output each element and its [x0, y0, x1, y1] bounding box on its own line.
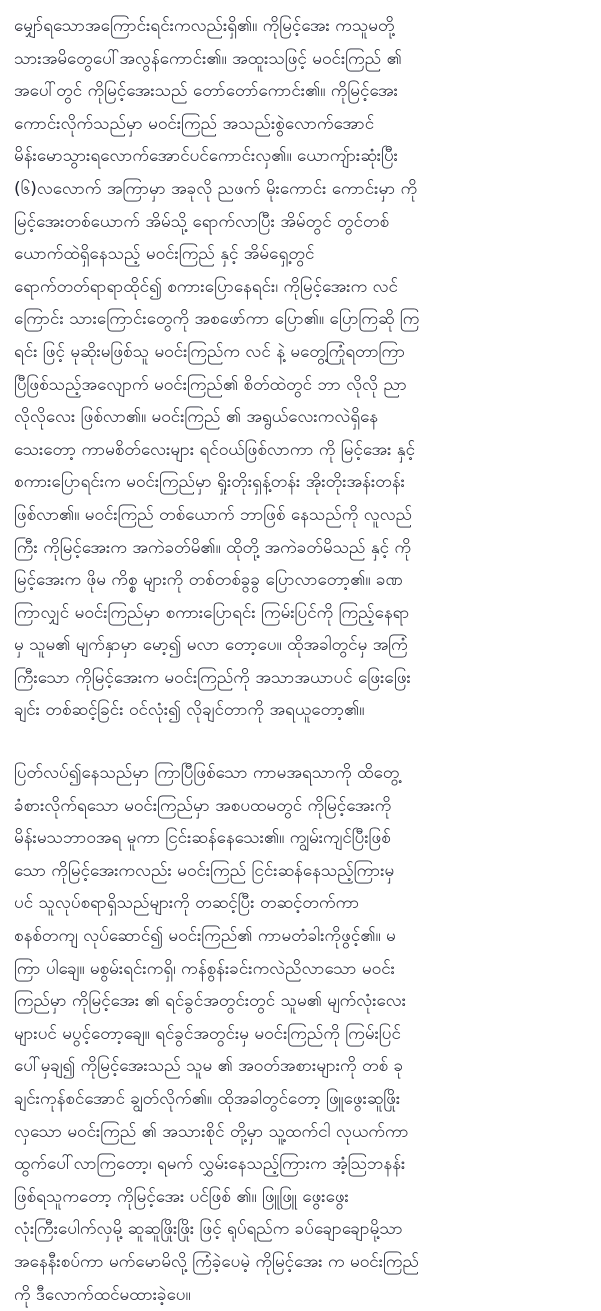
text-line: ပြတ်လပ်၍နေသည်မှာ ကြာပြီဖြစ်သော ကာမအရသာကို ထိတွေ့: [14, 763, 400, 784]
text-line: မိန်းမောသွားရလောက်အောင်ပင်ကောင်းလှ၏။ ယောကျ်ားဆုံးပြီး: [14, 146, 398, 167]
text-line: ဖြစ်ရသူကတော့ ကိုမြင့်အေး ပင်ဖြစ် ၏။ ဖြူဖြူ ဖွေးဖွေး: [14, 1186, 349, 1207]
text-line: ချင်းကုန်စင်အောင် ချွတ်လိုက်၏။ ထိုအခါတွင်တော့ ဖြူဖွေးဆူဖြိုး: [14, 1089, 401, 1109]
text-line: ချင်း တစ်ဆင့်ခြင်း ဝင်လုံး၍ လိုချင်တာကို အရယူတော့၏။: [14, 700, 365, 721]
text-line: ပေါ်မှချ၍ ကိုမြင့်အေးသည် သူမ ၏ အဝတ်အစားများကို တစ် ခု: [14, 1056, 404, 1077]
text-line: ကို ဒီလောက်ထင်မထားခဲ့ပေ။: [14, 1284, 191, 1305]
text-line: မှ သူမ၏ မျက်နှာမှာ မော့၍ မလာ တော့ပေ။ ထိုအခါတွင်မှ အကြံ: [14, 635, 408, 656]
paragraph-2: [14, 757, 587, 1311]
text-line: မိန်းမသဘာဝအရ မူကာ ငြင်းဆန်နေသေး၏။ ကျွမ်းကျင်ပြီးဖြစ်: [14, 828, 391, 849]
text-line: သော ကိုမြင့်အေးကလည်း မဝင်းကြည် ငြင်းဆန်နေသည့်ကြားမှ: [14, 860, 395, 881]
text-line: ကြာ ပါချေ။ မစွမ်းရင်းကရှိ၊ ကန်စွန်းခင်းကလဲညိလာသော မဝင်း: [14, 958, 395, 979]
text-line: ယောက်ထဲရှိနေသည့် မဝင်းကြည် နှင့် အိမ်ရှေ့တွင်: [14, 244, 315, 265]
text-line: များပင် မပွင့်တော့ချေ။ ရင်ခွင်အတွင်းမှ မဝင်းကြည်ကို ကြမ်းပြင်: [14, 1023, 401, 1044]
text-line: ပင် သူလုပ်စရာရှိသည်များကို တဆင့်ပြီး တဆင့်တက်ကာ: [14, 893, 360, 914]
text-line: မြင့်အေးတစ်ယောက် အိမ်သို့ ရောက်လာပြီး အိမ်တွင် တွင်တစ်: [14, 211, 390, 232]
text-line: သားအမိတွေပေါ်အလွန်ကောင်း၏။ အထူးသဖြင့် မဝင်းကြည် ၏: [14, 48, 402, 69]
text-line: သေးတော့ ကာမစိတ်လေးများ ရင်ဝယ်ဖြစ်လာကာ ကို မြင့်အေး နှင့်: [14, 439, 416, 460]
text-line: ရင်း ဖြင့် မုဆိုးမဖြစ်သူ မဝင်းကြည်က လင် နဲ့ မတွေ့ကြုံရတာကြာ: [14, 341, 406, 362]
text-line: ကြီး ကိုမြင့်အေးက အကဲခတ်မိ၏။ ထိုတို့ အကဲခတ်မိသည် နှင့် ကို: [14, 537, 412, 558]
text-line: ကြီးသော ကိုမြင့်အေးက မဝင်းကြည်ကို အသာအယာပင် ဖြေးဖြေး: [14, 667, 411, 688]
text-line: ကြည်မှာ ကိုမြင့်အေး ၏ ရင်ခွင်အတွင်းတွင် သူမ၏ မျက်လုံးလေး: [14, 991, 407, 1012]
text-line: စနစ်တကျ လုပ်ဆောင်၍ မဝင်းကြည်၏ ကာမတံခါးကိုဖွင့်၏။ မ: [14, 926, 396, 947]
paragraph-1: [14, 10, 587, 727]
text-line: ကြာလျှင် မဝင်းကြည်မှာ စကားပြောရင်း ကြမ်းပြင်ကို ကြည့်နေရာ: [14, 602, 410, 623]
text-line: ကောင်းလိုက်သည်မှာ မဝင်းကြည် အသည်းစွဲလောက်အောင်: [14, 113, 375, 134]
text-line: ခံစားလိုက်ရသော မဝင်းကြည်မှာ အစပထမတွင် ကိုမြင့်အေးကို: [14, 795, 392, 816]
text-line: လိုလိုလေး ဖြစ်လာ၏။ မဝင်းကြည် ၏ အရွယ်လေးကလဲရှိနေ: [14, 407, 379, 428]
text-line: မြင့်အေးက ဖိုမ ကိစ္စ များကို တစ်တစ်ခွခွ ပြောလာတော့၏။ ခဏ: [14, 570, 403, 591]
text-line: မျှော်ရသောအကြောင်းရင်းကလည်းရှိ၏။ ကိုမြင့်အေး ကသူမတို့: [14, 16, 395, 36]
text-line: ရောက်တတ်ရာရာထိုင်၍ စကားပြောနေရင်း၊ ကိုမြင့်အေးက လင်: [14, 276, 398, 297]
text-line: အနေနီးစပ်ကာ မက်မောမိလို့ ကြံခဲ့ပေမဲ့ ကိုမြင့်အေး က မဝင်းကြည်: [14, 1251, 419, 1272]
text-line: ဖြစ်လာ၏။ မဝင်းကြည် တစ်ယောက် ဘာဖြစ် နေသည်ကို လူလည်: [14, 504, 413, 525]
text-line: အပေါ်တွင် ကိုမြင့်အေးသည် တော်တော်ကောင်း၏။ ကိုမြင့်အေး: [14, 81, 398, 102]
text-line: စကားပြောရင်းက မဝင်းကြည်မှာ ရှိုးတိုးရှန့်တန်း အိုးတိုးအန်းတန်း: [14, 472, 405, 493]
text-line: (၆)လလောက် အကြာမှာ အခုလို ညဖက် မိုးကောင်း ကောင်းမှာ ကို: [14, 178, 418, 199]
text-line: ကြောင်း သားကြောင်းတွေကို အစဖော်ကာ ပြော၏။ ပြောကြဆို ကြ: [14, 309, 420, 330]
text-line: လုံးကြီးပေါက်လှမို့ ဆူဆူဖြိုးဖြိုး ဖြင့် ရုပ်ရည်က ခပ်ချောချောမို့သာ: [14, 1219, 403, 1240]
text-line: ထွက်ပေါ်လာကြတော့၊ ရမက် လွှမ်းနေသည့်ကြားက အံ့သြဘနန်း: [14, 1154, 406, 1175]
text-line: လှသော မဝင်းကြည် ၏ အသားစိုင် တို့မှာ သူ့ထက်ငါ လုယက်ကာ: [14, 1121, 409, 1142]
text-line: ပြီဖြစ်သည့်အလျောက် မဝင်းကြည်၏ စိတ်ထဲတွင် ဘာ လိုလို ညာ: [14, 374, 407, 395]
